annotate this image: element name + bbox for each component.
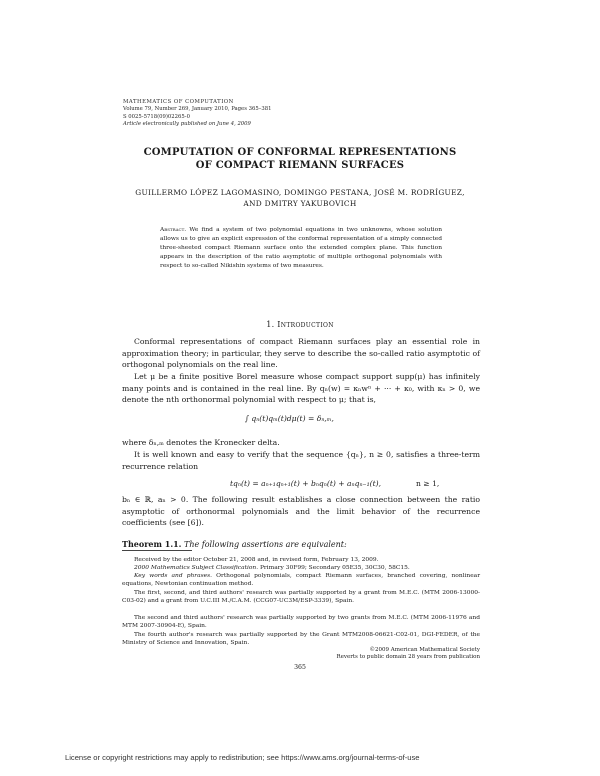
paragraph-5: bₙ ∈ ℝ, aₙ > 0. The following result establishes a close connection between the ratio asymptotic of orthonormal polynomials and the limit behavior of the recurrence coefficients (see [6]). (122, 495, 480, 527)
footnote-support-1: The first, second, and third authors' research was partially supported by a grant from M.E.C. (MTM 2006-13000-C03-02) and a grant from U.C.III M./C.A.M. (CCG07-UC3M/ESP-3339), Spain. (122, 590, 480, 605)
footnote-keywords (122, 572, 480, 588)
footnote-divider (122, 550, 192, 551)
section-heading: 1. Introduction (266, 320, 334, 329)
copyright-line-1: ©2009 American Mathematical Society (369, 647, 480, 653)
equation-recurrence-condition: n ≥ 1, (416, 479, 440, 488)
msc-label: 2000 Mathematics Subject Classification. (134, 565, 259, 571)
keywords-text: Orthogonal polynomials, compact Riemann surfaces, branched covering, nonlinear equations, Newtonian continuation method. (122, 573, 481, 588)
page-number: 365 (294, 664, 306, 671)
paragraph-1: Conformal representations of compact Riemann surfaces play an essential role in approximation theory; in particular, they serve to describe the so-called ratio asymptotic of orthogonal polynomials on the real line. (122, 337, 480, 369)
published-line: Article electronically published on June 4, 2009 (123, 120, 251, 127)
paragraph-4: It is well known and easy to verify that the sequence {qₙ}, n ≥ 0, satisfies a three-term recurrence relation (122, 450, 480, 471)
footnote-support-3: The fourth author's research was partially supported by the Grant MTM2008-06621-C02-01, DGI-FEDER, of the Ministry of Science and Innovation, Spain. (122, 632, 480, 647)
title-line-1: COMPUTATION OF CONFORMAL REPRESENTATIONS (143, 147, 457, 158)
journal-name: MATHEMATICS OF COMPUTATION (123, 99, 234, 105)
msc-codes: Primary 30F99; Secondary 05E35, 30C30, 58C15. (259, 565, 410, 571)
equation-orthonormality: ∫ qₙ(t)qₘ(t)dμ(t) = δₙ,ₘ, (245, 414, 334, 423)
issn-line: S 0025-5718(09)02265-0 (123, 113, 190, 120)
copyright-line-2: Reverts to public domain 28 years from publication (336, 654, 480, 661)
footnote-received: Received by the editor October 21, 2008 and, in revised form, February 13, 2009. (134, 557, 379, 563)
footnote-msc (122, 564, 480, 572)
theorem-text: The following assertions are equivalent: (184, 540, 347, 549)
authors-line-1: GUILLERMO LÓPEZ LAGOMASINO, DOMINGO PESTANA, JOSÉ M. RODRÍGUEZ, (135, 188, 465, 197)
volume-line: Volume 79, Number 269, January 2010, Pages 365–381 (123, 106, 272, 113)
abstract-text: We find a system of two polynomial equations in two unknowns, whose solution allows us to give an explicit expression of the conformal representation of a simply connected three-sheeted compact Riemann surface onto the extended complex plane. This function appears in the description of the ratio asymptotic of multiple orthogonal polynomials with respect to so-called Nikishin systems of two measures. (160, 227, 442, 269)
abstract-label: Abstract. (160, 227, 187, 233)
author-list (0, 188, 600, 209)
journal-header (123, 99, 271, 128)
paper-title (0, 146, 600, 172)
title-line-2: OF COMPACT RIEMANN SURFACES (195, 160, 405, 171)
license-note: License or copyright restrictions may apply to redistribution; see https://www.ams.org/journal-terms-of-use (65, 753, 420, 762)
footnote-support-2: The second and third authors' research was partially supported by two grants from M.E.C. (MTM 2006-11976 and MTM 2007-30904-E), Spain. (122, 615, 480, 630)
keywords-label: Key words and phrases. (134, 573, 213, 579)
authors-line-2: AND DMITRY YAKUBOVICH (243, 198, 357, 208)
equation-recurrence: tqₙ(t) = aₙ₊₁qₙ₊₁(t) + bₙqₙ(t) + aₙqₙ₋₁(t), (230, 479, 382, 488)
paragraph-3: where δₙ,ₘ denotes the Kronecker delta. (122, 438, 280, 447)
theorem-label: Theorem 1.1. (122, 539, 182, 549)
paragraph-2: Let μ be a finite positive Borel measure whose compact support supp(μ) has infinitely many points and is contained in the real line. By qₙ(w) = κₙwⁿ + ··· + κ₀, with κₙ > 0, we denote the nth orthonormal polynomial with respect to μ; that is, (122, 372, 480, 404)
copyright-notice (300, 647, 480, 662)
theorem-statement (122, 539, 347, 549)
abstract (160, 226, 442, 271)
